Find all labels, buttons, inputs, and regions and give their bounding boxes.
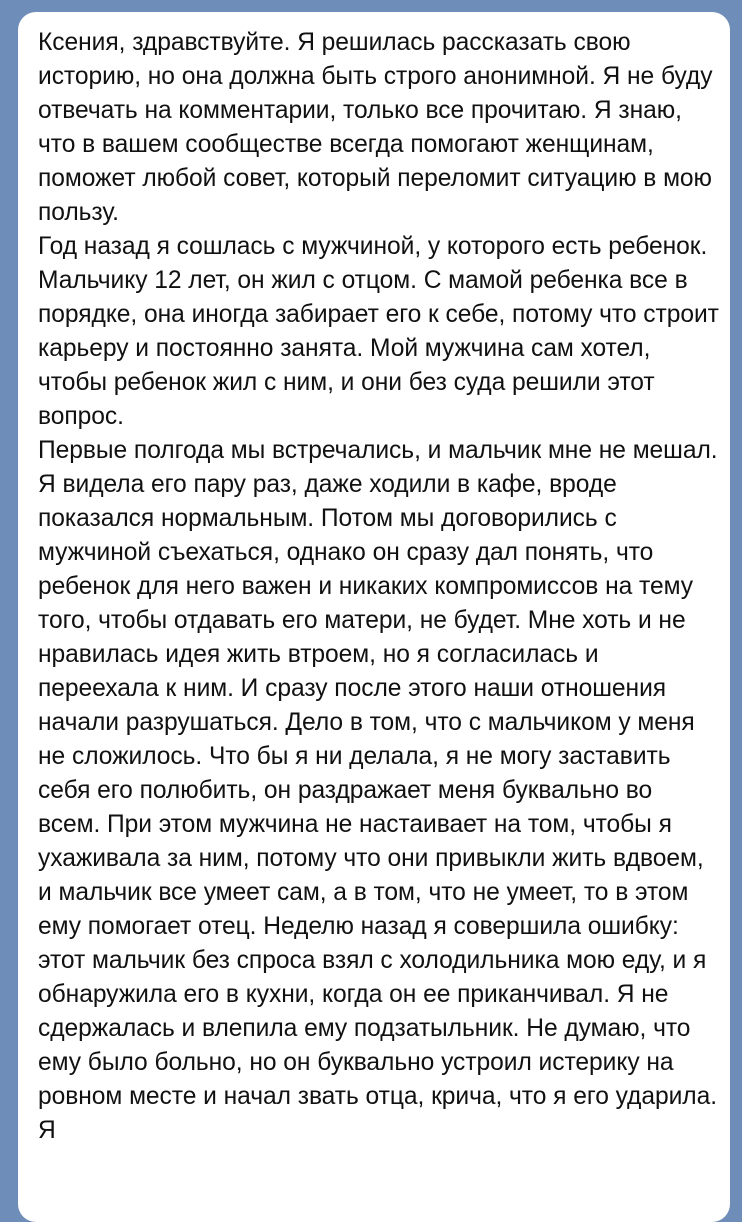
- message-paragraph-3: Первые полгода мы встречались, и мальчик мне не мешал. Я видела его пару раз, даже ходили в кафе, вроде показался нормальным. Потом мы договорились с мужчиной съехаться, однако он сразу дал понять, что ребенок для него важен и никаких компромиссов на тему того, чтобы отдавать его матери, не будет. Мне хоть и не нравилась идея жить втроем, но я согласилась и переехала к ним. И сразу после этого наши отношения начали разрушаться. Дело в том, что с мальчиком у меня не сложилось. Что бы я ни делала, я не могу заставить себя его полюбить, он раздражает меня буквально во всем. При этом мужчина не настаивает на том, чтобы я ухаживала за ним, потому что они привыкли жить вдвоем, и мальчик все умеет сам, а в том, что не умеет, то в этом ему помогает отец. Неделю назад я совершила ошибку: этот мальчик без спроса взял с холодильника мою еду, и я обнаружила его в кухни, когда он ее приканчивал. Я не сдержалась и влепила ему подзатыльник. Не думаю, что ему было больно, но он буквально устроил истерику на ровном месте и начал звать отца, крича, что я его ударила. Я: [38, 437, 718, 1144]
- message-paragraph-1: Ксения, здравствуйте. Я решилась рассказать свою историю, но она должна быть строго анонимной. Я не буду отвечать на комментарии, только все прочитаю. Я знаю, что в вашем сообществе всегда помогают женщинам, поможет любой совет, который переломит ситуацию в мою пользу.: [38, 29, 713, 226]
- message-bubble[interactable]: [18, 12, 730, 1222]
- message-paragraph-2: Год назад я сошлась с мужчиной, у которого есть ребенок. Мальчику 12 лет, он жил с отцом. С мамой ребенка все в порядке, она иногда забирает его к себе, потому что строит карьеру и постоянно занята. Мой мужчина сам хотел, чтобы ребенок жил с ним, и они без суда решили этот вопрос.: [38, 233, 719, 430]
